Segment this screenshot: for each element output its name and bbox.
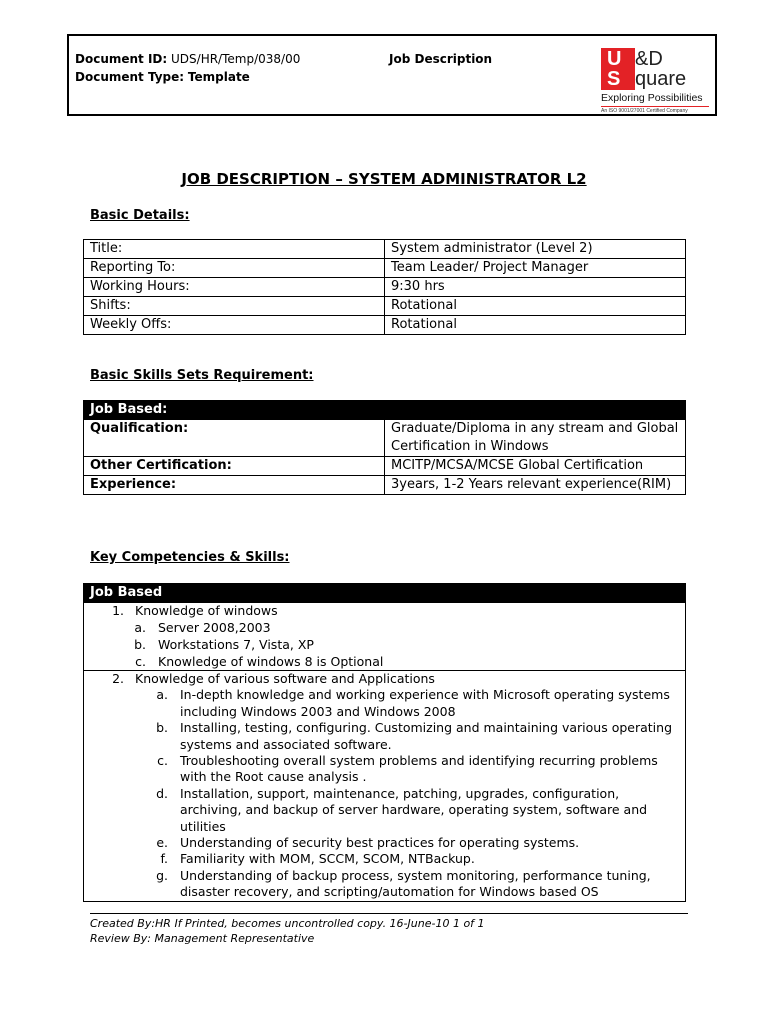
item-number: 2. xyxy=(112,671,124,686)
list-item xyxy=(84,868,685,901)
table-row xyxy=(84,278,686,297)
table-header-row xyxy=(84,584,686,603)
row-label: Working Hours: xyxy=(84,278,385,297)
skills-table xyxy=(83,400,686,495)
sub-item-line: including Windows 2003 and Windows 2008 xyxy=(180,703,456,719)
list-item xyxy=(84,620,685,637)
table-row xyxy=(84,476,686,495)
footer-line-1: Created By:HR If Printed, becomes uncontrolled copy. 16-June-10 1 of 1 xyxy=(90,917,485,930)
row-label: Weekly Offs: xyxy=(84,316,385,335)
item-text: Knowledge of various software and Applications xyxy=(135,671,435,686)
row-label: Experience: xyxy=(84,476,385,495)
row-value: Rotational xyxy=(385,297,686,316)
competency-cell-1 xyxy=(84,603,686,671)
sub-item-line: archiving, and backup of server hardware, operating system, software and xyxy=(180,802,648,818)
document-title: JOB DESCRIPTION – SYSTEM ADMINISTRATOR L2 xyxy=(181,170,587,188)
sub-item-number: a. xyxy=(156,687,168,703)
table-row xyxy=(84,457,686,476)
row-value: 9:30 hrs xyxy=(385,278,686,297)
header-center-title: Job Description xyxy=(389,52,493,66)
list-item xyxy=(84,603,685,620)
sub-item-line: utilities xyxy=(180,818,226,834)
logo-letter-s: S xyxy=(607,68,621,90)
basic-details-table xyxy=(83,239,686,335)
list-item xyxy=(84,654,685,670)
sub-item-line: Troubleshooting overall system problems and identifying recurring problems xyxy=(180,753,658,769)
sub-item-number: g. xyxy=(156,867,168,883)
row-label: Shifts: xyxy=(84,297,385,316)
table-row xyxy=(84,420,686,457)
sub-item-number: e. xyxy=(156,835,168,851)
sub-item-number: f. xyxy=(160,851,168,867)
doc-id xyxy=(75,52,300,66)
logo-tagline: Exploring Possibilities xyxy=(601,92,703,104)
table-header-cell: Job Based: xyxy=(84,401,686,420)
sub-item-line: In-depth knowledge and working experience with Microsoft operating systems xyxy=(180,687,670,703)
competency-list-1 xyxy=(84,603,685,670)
footer-line-2: Review By: Management Representative xyxy=(90,932,315,945)
table-row xyxy=(84,259,686,278)
skills-heading: Basic Skills Sets Requirement: xyxy=(90,368,314,383)
sub-item-line: systems and associated software. xyxy=(180,736,392,752)
table-header-cell: Job Based xyxy=(84,584,686,603)
row-value: MCITP/MCSA/MCSE Global Certification xyxy=(385,457,686,476)
document-header xyxy=(67,34,717,116)
sub-item-number: b. xyxy=(156,720,168,736)
sub-item-number: c. xyxy=(157,753,168,769)
table-row xyxy=(84,240,686,259)
list-item xyxy=(84,753,685,786)
doc-id-label: Document ID: xyxy=(75,52,168,66)
competencies-table xyxy=(83,583,686,902)
row-label: Title: xyxy=(84,240,385,259)
logo-cert-text: An ISO 9001/27001 Certified Company xyxy=(601,108,688,114)
competency-list-2 xyxy=(84,671,685,901)
row-label: Reporting To: xyxy=(84,259,385,278)
sub-item-number: d. xyxy=(156,785,168,801)
logo-text-and-d: &D xyxy=(635,48,663,70)
sub-item-line: Installing, testing, configuring. Customizing and maintaining various operating xyxy=(180,720,673,736)
company-logo xyxy=(601,48,711,114)
list-item xyxy=(84,835,685,851)
list-item xyxy=(84,786,685,835)
table-header-row xyxy=(84,401,686,420)
basic-details-heading: Basic Details: xyxy=(90,208,190,223)
table-row xyxy=(84,297,686,316)
sub-item-line: Understanding of backup process, system monitoring, performance tuning, xyxy=(180,867,651,883)
sub-item-number: a. xyxy=(134,620,146,635)
row-value: Graduate/Diploma in any stream and Global Certification in Windows xyxy=(385,420,686,457)
sub-item-text: Knowledge of windows 8 is Optional xyxy=(158,654,384,669)
page-footer xyxy=(90,913,688,946)
row-value: 3years, 1-2 Years relevant experience(RIM) xyxy=(385,476,686,495)
sub-item-text: Workstations 7, Vista, XP xyxy=(158,637,314,652)
row-label: Qualification: xyxy=(84,420,385,457)
row-value: Team Leader/ Project Manager xyxy=(385,259,686,278)
sub-item-number: b. xyxy=(134,637,146,652)
sub-item-text: Server 2008,2003 xyxy=(158,620,271,635)
doc-type xyxy=(75,70,250,84)
list-item xyxy=(84,720,685,753)
doc-id-value: UDS/HR/Temp/038/00 xyxy=(171,52,301,66)
list-item xyxy=(84,851,685,867)
sub-item-line: Installation, support, maintenance, patching, upgrades, configuration, xyxy=(180,785,620,801)
list-item xyxy=(84,671,685,687)
list-item xyxy=(84,687,685,720)
list-item xyxy=(84,637,685,654)
row-value: System administrator (Level 2) xyxy=(385,240,686,259)
table-row xyxy=(84,316,686,335)
sub-item-number: c. xyxy=(135,654,146,669)
table-row xyxy=(84,603,686,671)
doc-type-label: Document Type: xyxy=(75,70,185,84)
logo-letter-u: U xyxy=(607,48,622,70)
logo-text-quare: quare xyxy=(635,68,687,90)
row-label: Other Certification: xyxy=(84,457,385,476)
item-text: Knowledge of windows xyxy=(135,603,278,618)
table-row xyxy=(84,671,686,902)
doc-type-value: Template xyxy=(187,70,250,84)
sub-item-line: disaster recovery, and scripting/automation for Windows based OS xyxy=(180,884,599,900)
sub-item-line: with the Root cause analysis . xyxy=(180,769,367,785)
row-value: Rotational xyxy=(385,316,686,335)
sub-item-line: Familiarity with MOM, SCCM, SCOM, NTBackup. xyxy=(180,851,475,867)
competency-cell-2 xyxy=(84,671,686,902)
logo-divider xyxy=(601,106,709,107)
competencies-heading: Key Competencies & Skills: xyxy=(90,550,290,565)
item-number: 1. xyxy=(112,603,124,618)
sub-item-line: Understanding of security best practices for operating systems. xyxy=(180,835,580,851)
